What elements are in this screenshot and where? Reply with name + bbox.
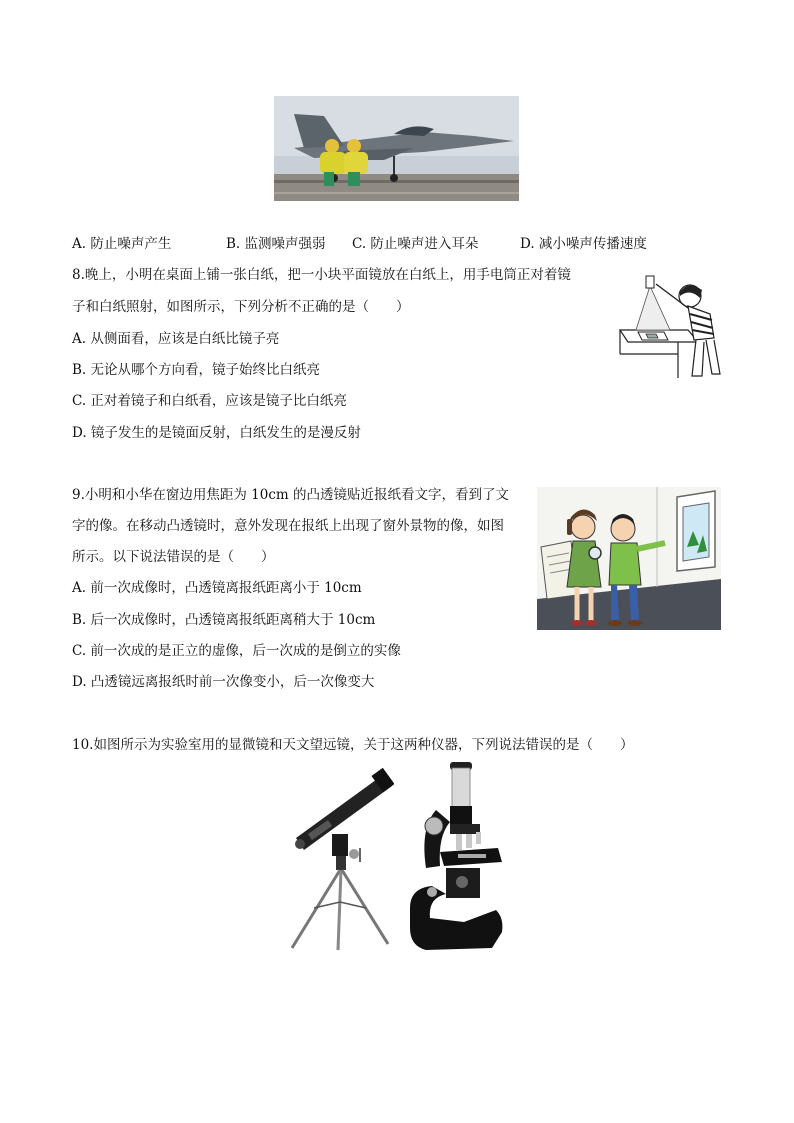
q7-option-c: C. 防止噪声进入耳朵: [352, 236, 479, 252]
q8-stem-line2: 子和白纸照射，如图所示，下列分析不正确的是（ ）: [72, 299, 410, 315]
q9-stem-line1: 9.小明和小华在窗边用焦距为 10cm 的凸透镜贴近报纸看文字，看到了文: [72, 487, 510, 503]
q8-option-d: D. 镜子发生的是镜面反射，白纸发生的是漫反射: [72, 425, 361, 441]
q8-option-c: C. 正对着镜子和白纸看，应该是镜子比白纸亮: [72, 393, 347, 409]
q9-option-c: C. 前一次成的是正立的虚像，后一次成的是倒立的实像: [72, 643, 401, 659]
q7-option-a: A. 防止噪声产生: [72, 236, 172, 252]
q7-option-d: D. 减小噪声传播速度: [520, 236, 647, 252]
q10-stem: 10.如图所示为实验室用的显微镜和天文望远镜，关于这两种仪器，下列说法错误的是（ ）: [72, 737, 634, 753]
flashlight-mirror-illustration: [618, 268, 723, 380]
q9-option-d: D. 凸透镜远离报纸时前一次像变小，后一次像变大: [72, 674, 375, 690]
telescope-photo: [288, 768, 394, 952]
q9-stem-line3: 所示。以下说法错误的是（ ）: [72, 549, 275, 565]
q8-stem-line1: 8.晚上，小明在桌面上铺一张白纸，把一小块平面镜放在白纸上，用手电筒正对着镜: [72, 267, 571, 283]
q9-stem-line2: 字的像。在移动凸透镜时，意外发现在报纸上出现了窗外景物的像，如图: [72, 518, 504, 534]
q9-option-b: B. 后一次成像时，凸透镜离报纸距离稍大于 10cm: [72, 612, 376, 628]
q7-option-b: B. 监测噪声强弱: [226, 236, 326, 252]
q8-option-b: B. 无论从哪个方向看，镜子始终比白纸亮: [72, 362, 321, 378]
q8-option-a: A. 从侧面看，应该是白纸比镜子亮: [72, 331, 280, 347]
microscope-photo: [406, 758, 508, 954]
q9-option-a: A. 前一次成像时，凸透镜离报纸距离小于 10cm: [72, 580, 362, 596]
fighter-jet-photo: [274, 96, 519, 201]
convex-lens-window-illustration: [537, 487, 721, 630]
